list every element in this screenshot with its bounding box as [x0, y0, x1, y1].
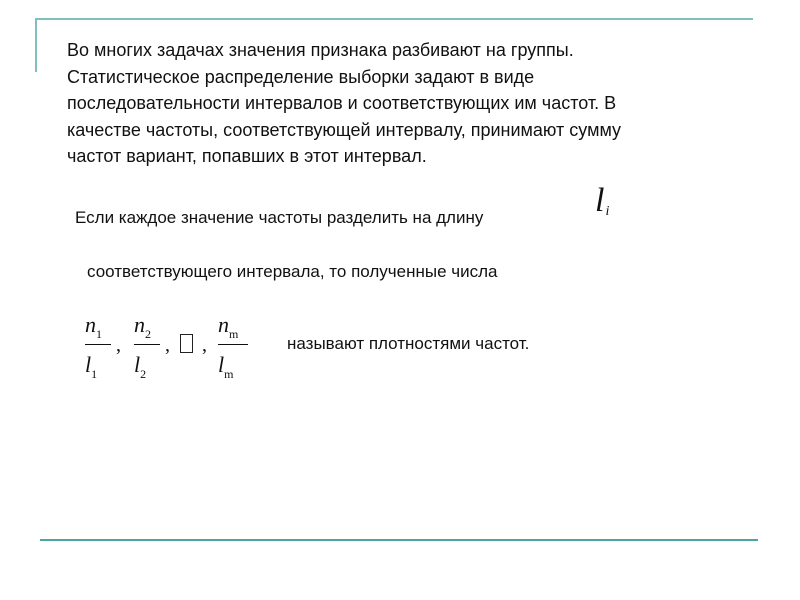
numerator [134, 312, 151, 341]
denominator-subscript: 1 [91, 367, 98, 381]
interval-length-symbol [595, 184, 608, 218]
numerator-letter: n [218, 312, 229, 337]
denominator-subscript: m [224, 367, 234, 381]
denominator-letter: l [85, 352, 92, 377]
left-divider [35, 18, 37, 72]
denominator [85, 352, 98, 381]
comma: , [202, 334, 207, 356]
numerator-subscript: 1 [96, 327, 102, 341]
fraction-bar [218, 344, 248, 345]
denominator [218, 352, 234, 381]
fraction-bar [85, 344, 111, 345]
statement-line-1: Если каждое значение частоты разделить на длину [75, 208, 484, 227]
fraction-bar [134, 344, 160, 345]
denominator-letter: l [218, 352, 225, 377]
numerator [85, 312, 102, 341]
intro-paragraph: Во многих задачах значения признака разбивают на группы. Статистическое распределение выборки задают в виде последовательности интервалов и соответствующих им частот. В качестве частоты, соответствующей интервалу, принимают сумму частот вариант, попавших в этот интервал. [67, 40, 622, 167]
denominator-letter: l [134, 352, 141, 377]
comma: , [165, 334, 170, 356]
statement-line-3: называют плотностями частот. [287, 334, 530, 353]
numerator-letter: n [85, 312, 96, 337]
missing-glyph-box [180, 334, 193, 353]
interval-length-letter: l [595, 182, 605, 219]
numerator-subscript: m [229, 327, 239, 341]
interval-length-subscript: i [605, 204, 610, 219]
denominator [134, 352, 147, 381]
denominator-subscript: 2 [140, 367, 147, 381]
bottom-divider [40, 539, 758, 541]
statement-line-2: соответствующего интервала, то полученные числа [87, 262, 498, 281]
comma: , [116, 334, 121, 356]
numerator-letter: n [134, 312, 145, 337]
top-divider [37, 18, 753, 20]
numerator-subscript: 2 [145, 327, 151, 341]
numerator [218, 312, 239, 341]
